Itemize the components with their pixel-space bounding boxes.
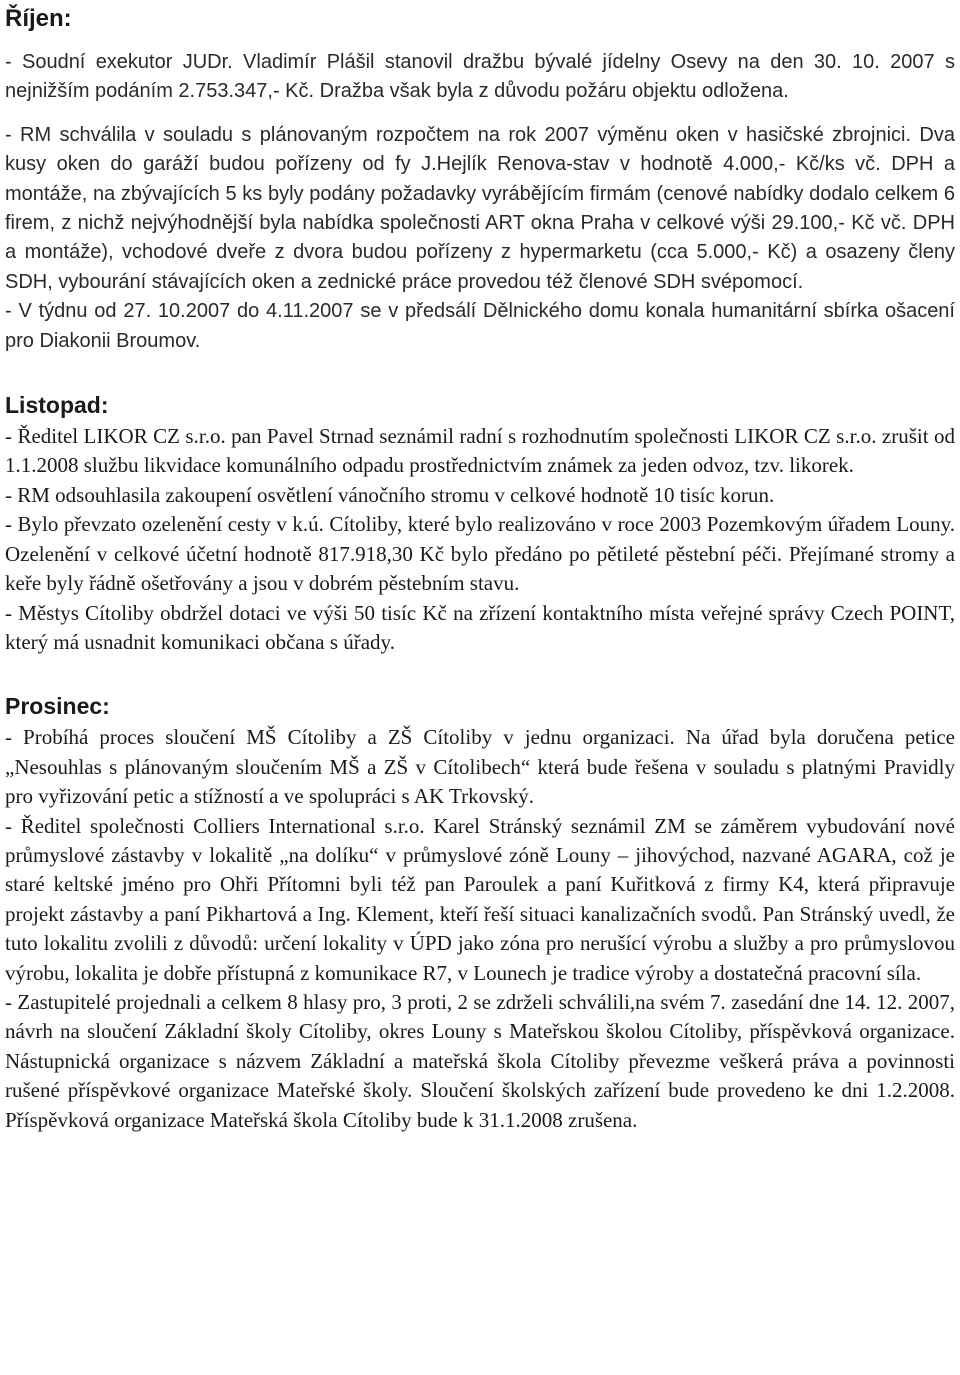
- paragraph-december-2: - Ředitel společnosti Colliers International s.r.o. Karel Stránský seznámil ZM se záměrem vybudování nové průmyslové zástavby v lokalitě „na dolíku“ v průmyslové zóně Louny – jihovýchod, nazvané AGARA, což je staré keltské jméno pro Ohři Přítomni byli též pan Paroulek a paní Kuřitková z firmy K4, která připravuje projekt zástavby a paní Pikhartová a Ing. Klement, kteří řeší situaci kanalizačních svodů. Pan Stránský uvedl, že tuto lokalitu zvolili z důvodů: určení lokality v ÚPD jako zóna pro nerušící výrobu a služby a pro průmyslovou výrobu, lokalita je dobře přístupná z komunikace R7, v Lounech je tradice výroby a dostatečná pracovní síla.: [5, 813, 955, 985]
- paragraph-november-1: - Ředitel LIKOR CZ s.r.o. pan Pavel Strnad seznámil radní s rozhodnutím společnosti LIKOR CZ s.r.o. zrušit od 1.1.2008 službu likvidace komunálního odpadu prostřednictvím známek za jeden odvoz, tzv. likorek.: [5, 424, 955, 478]
- section-heading-december: Prosinec:: [5, 693, 110, 720]
- paragraph-october-2: - RM schválila v souladu s plánovaným rozpočtem na rok 2007 výměnu oken v hasičské zbrojnici. Dva kusy oken do garáží budou pořízeny od fy J.Hejlík Renova-stav v hodnotě 4.000,- Kč/ks vč. DPH a montáže, na zbývajících 5 ks byly podány požadavky vyrábějícím firmám (cenové nabídky dodalo celkem 6 firem, z nichž nejvýhodnější byla nabídka společnosti ART okna Praha v celkové výši 29.100,- Kč vč. DPH a montáže), vchodové dveře z dvora budou pořízeny z hypermarketu (cca 5.000,- Kč) a osazeny členy SDH, vybourání stávajících oken a zednické práce provedou též členové SDH svépomocí.: [5, 123, 955, 293]
- section-heading-november: Listopad:: [5, 392, 109, 419]
- document-page: [5, 0, 955, 1135]
- paragraph-spacer: [5, 107, 955, 121]
- paragraph-december-1: - Probíhá proces sloučení MŠ Cítoliby a ZŠ Cítoliby v jednu organizaci. Na úřad byla doručena petice „Nesouhlas s plánovaným sloučením MŠ a ZŠ v Cítolibech“ která bude řešena v souladu s platnými Pravidly pro vyřizování petic a stížností a ve spolupráci s AK Trkovský.: [5, 725, 955, 809]
- paragraph-october-1: - Soudní exekutor JUDr. Vladimír Plášil stanovil dražbu bývalé jídelny Osevy na den 30. 10. 2007 s nejnižším podáním 2.753.347,- Kč. Dražba však byla z důvodu požáru objektu odložena.: [5, 51, 955, 103]
- paragraph-december-3: - Zastupitelé projednali a celkem 8 hlasy pro, 3 proti, 2 se zdrželi schválili,na svém 7. zasedání dne 14. 12. 2007, návrh na sloučení Základní školy Cítoliby, okres Louny s Mateřskou školou Cítoliby, příspěvková organizace. Nástupnická organizace s názvem Základní a mateřská škola Cítoliby převezme veškerá práva a povinnosti rušené příspěvkové organizace Mateřské školy. Sloučení školských zařízení bude provedeno ke dni 1.2.2008. Příspěvková organizace Mateřská škola Cítoliby bude k 31.1.2008 zrušena.: [5, 989, 955, 1132]
- paragraph-november-2: - RM odsouhlasila zakoupení osvětlení vánočního stromu v celkové hodnotě 10 tisíc korun.: [5, 482, 775, 507]
- section-december: [5, 723, 955, 1135]
- paragraph-november-3: - Bylo převzato ozelenění cesty v k.ú. Cítoliby, které bylo realizováno v roce 2003 Pozemkovým úřadem Louny. Ozelenění v celkové účetní hodnotě 817.918,30 Kč bylo předáno po pětileté pěstební péči. Přejímané stromy a keře byly řádně ošetřovány a jsou v dobrém pěstebním stavu.: [5, 512, 955, 596]
- paragraph-october-3: - V týdnu od 27. 10.2007 do 4.11.2007 se v předsálí Dělnického domu konala humanitární sbírka ošacení pro Diakonii Broumov.: [5, 300, 955, 352]
- section-heading-october: Říjen:: [5, 5, 72, 32]
- section-november: [5, 422, 955, 657]
- paragraph-november-4: - Městys Cítoliby obdržel dotaci ve výši 50 tisíc Kč na zřízení kontaktního místa veřejné správy Czech POINT, který má usnadnit komunikaci občana s úřady.: [5, 600, 955, 654]
- section-october: [5, 48, 955, 356]
